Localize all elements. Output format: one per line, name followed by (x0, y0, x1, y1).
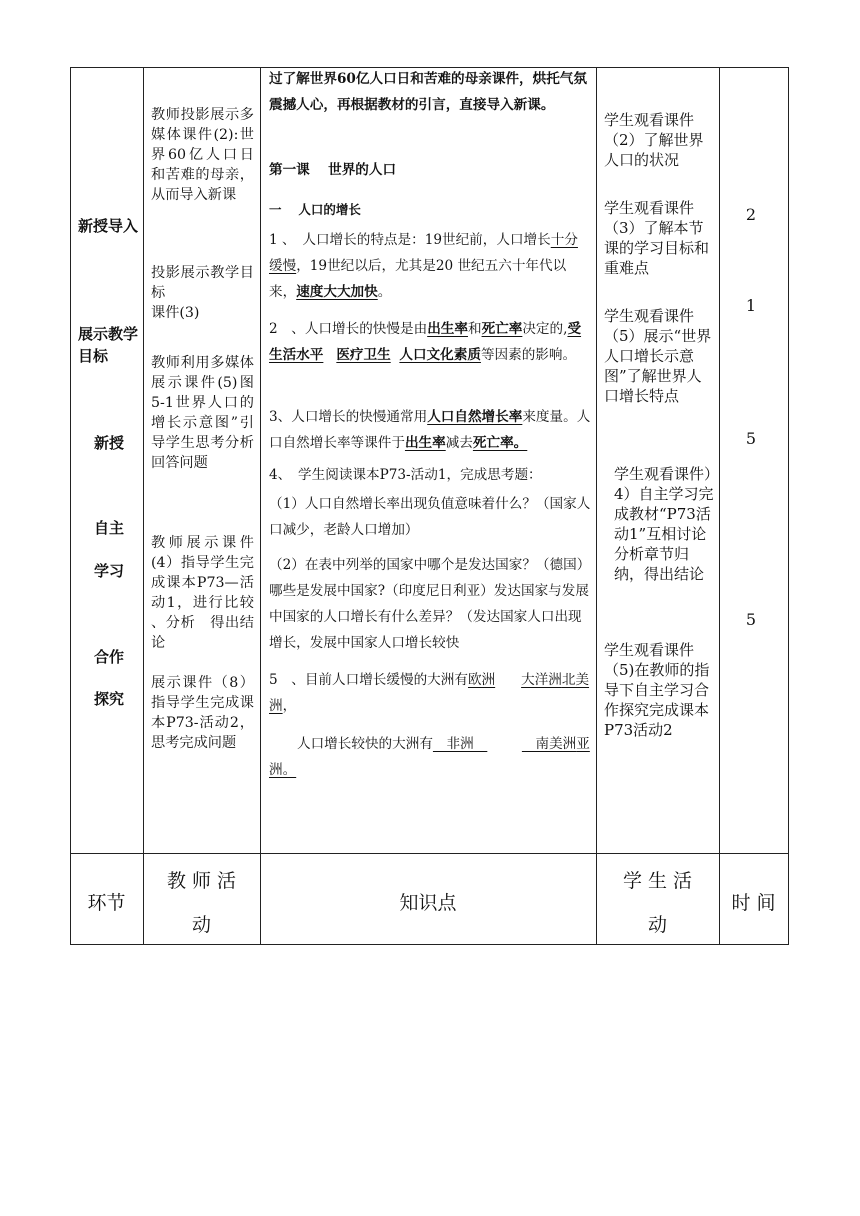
intro-paragraph: 过了解世界60亿人口日和苦难的母亲课件，烘托气氛震撼人心，再根据教材的引言，直接导入新课。 (269, 71, 587, 113)
item2-text: 2 、人口增长的快慢是由 (269, 321, 428, 337)
column-divider-1 (143, 67, 144, 945)
column-divider-3 (596, 67, 597, 945)
item2-blank-living-standard: 受生活水平 (269, 321, 582, 363)
knowledge-item-3 (269, 404, 591, 456)
time-value-4: 5 (745, 610, 757, 629)
item1-blank-fast: 速度大大加快 (296, 284, 378, 300)
knowledge-item-1 (269, 227, 591, 305)
table-right-border (788, 67, 789, 945)
header-teacher-activity-line1: 教 师 活 (166, 870, 237, 892)
time-value-1: 2 (745, 205, 757, 224)
header-time: 时 间 (731, 892, 776, 914)
table-bottom-border (70, 944, 789, 945)
item2-blank-medical: 医疗卫生 (336, 347, 391, 363)
stage-label-self-study-1: 自主 (94, 519, 125, 537)
item6-text: 人口增长较快的大洲有 (297, 736, 433, 752)
student-activity-2: 学生观看课件（3）了解本节课的学习目标和重难点 (604, 199, 710, 277)
item5-text: 5 、目前人口增长缓慢的大洲有 (269, 672, 468, 688)
item2-text-and: 和 (467, 321, 482, 337)
item3-text: 3、人口增长的快慢通常用 (269, 409, 428, 425)
item2-blank-death-rate: 死亡率 (481, 321, 523, 337)
teacher-activity-4: 教师展示课件(4）指导学生完成课本P73—活动1，进行比较 、分析 得出结论 (151, 535, 254, 651)
teacher-activity-1: 教师投影展示多媒体课件(2):世界60亿人口日和苦难的母亲，从而导入新课 (151, 107, 254, 203)
header-teacher-activity-line2: 动 (191, 914, 211, 936)
student-activity-1: 学生观看课件（2）了解世界人口的状况 (604, 111, 704, 169)
item1-text-end: 。 (377, 284, 392, 300)
header-student-activity-line2: 动 (647, 914, 667, 936)
table-row-divider (70, 853, 789, 854)
student-activity-3: 学生观看课件（5）展示“世界人口增长示意图”了解世界人口增长特点 (604, 307, 712, 405)
item2-text-mid: 决定的, (522, 321, 568, 337)
time-value-3: 5 (745, 429, 757, 448)
item5-text-end: ， (282, 698, 297, 714)
item6-blank-south-america: 南美洲 (521, 736, 577, 752)
stage-label-self-study-2: 学习 (94, 562, 125, 580)
header-stage: 环节 (87, 892, 126, 914)
item6-blank-africa: 非洲 (432, 736, 488, 752)
item1-blank-slow: 十分缓慢 (269, 232, 578, 274)
teacher-activity-3: 教师利用多媒体展示课件(5)图5-1世界人口的增长示意图”引导学生思考分析回答问题 (151, 355, 254, 471)
question-1: （1）人口自然增长率出现负值意味着什么？（国家人口减少，老龄人口增加） (269, 496, 591, 538)
time-value-2: 1 (745, 296, 757, 315)
item1-text: 1 、 人口增长的特点是：19世纪前，人口增长 (269, 232, 551, 248)
item2-blank-culture: 人口文化素质 (399, 347, 481, 363)
item3-text-mid: 来度量。人口自然增长率等课件于 (269, 409, 591, 451)
knowledge-item-6 (269, 731, 591, 783)
header-knowledge-point: 知识点 (399, 892, 457, 914)
student-activity-4: 学生观看课件）4）自主学习完成教材“P73活动1”互相讨论分析章节归纳，得出结论 (614, 465, 714, 583)
column-divider-2 (260, 67, 261, 945)
teacher-activity-2b: 课件(3) (151, 305, 200, 321)
item3-blank-death-rate: 死亡率。 (472, 435, 528, 451)
item1-text-mid: ，19世纪以后，尤其是20 世纪五六十年代以来， (269, 258, 567, 300)
item5-blank-oceania: 大洋洲 (521, 672, 562, 688)
teacher-activity-2a: 投影展示教学目标 (151, 265, 254, 301)
item3-blank-natural-growth: 人口自然增长率 (427, 409, 523, 425)
question-2: （2）在表中列举的国家中哪个是发达国家？（德国）哪些是发展中国家?（印度尼日利亚）发达国家与发展中国家的人口增长有什么差异？（发达国家人口出现增长，发展中国家人口增长较快 (269, 557, 591, 651)
stage-label-cooperate-2: 探究 (94, 690, 125, 708)
item5-blank-europe: 欧洲 (467, 672, 496, 688)
item2-blank-birth-rate: 出生率 (427, 321, 468, 337)
item3-blank-birth-rate: 出生率 (404, 435, 446, 451)
knowledge-item-4: 4、 学生阅读课本P73-活动1，完成思考题： (269, 467, 542, 483)
stage-label-show-goals: 展示教学目标 (78, 325, 139, 365)
stage-label-new-lesson-intro: 新授导入 (78, 217, 139, 235)
teacher-activity-5: 展示课件（8）指导学生完成课本P73-活动2，思考完成问题 (151, 675, 254, 751)
lesson-title: 第一课 世界的人口 (269, 162, 397, 178)
header-student-activity-line1: 学 生 活 (622, 870, 693, 892)
knowledge-item-2 (269, 316, 591, 368)
stage-label-new-lesson: 新授 (94, 434, 125, 452)
item6-blank-asia: 亚洲。 (269, 736, 590, 778)
item5-blank-north-america: 北美洲 (269, 672, 590, 714)
section-heading: 一 人口的增长 (269, 202, 361, 217)
table-left-border (70, 67, 71, 945)
item3-text-mid2: 减去 (445, 435, 473, 451)
knowledge-item-5 (269, 667, 591, 719)
stage-label-cooperate-1: 合作 (94, 648, 125, 666)
student-activity-5: 学生观看课件（5)在教师的指导下自主学习合作探究完成课本P73活动2 (604, 641, 710, 739)
column-divider-4 (719, 67, 720, 945)
item2-text-end: 等因素的影响。 (480, 347, 577, 363)
